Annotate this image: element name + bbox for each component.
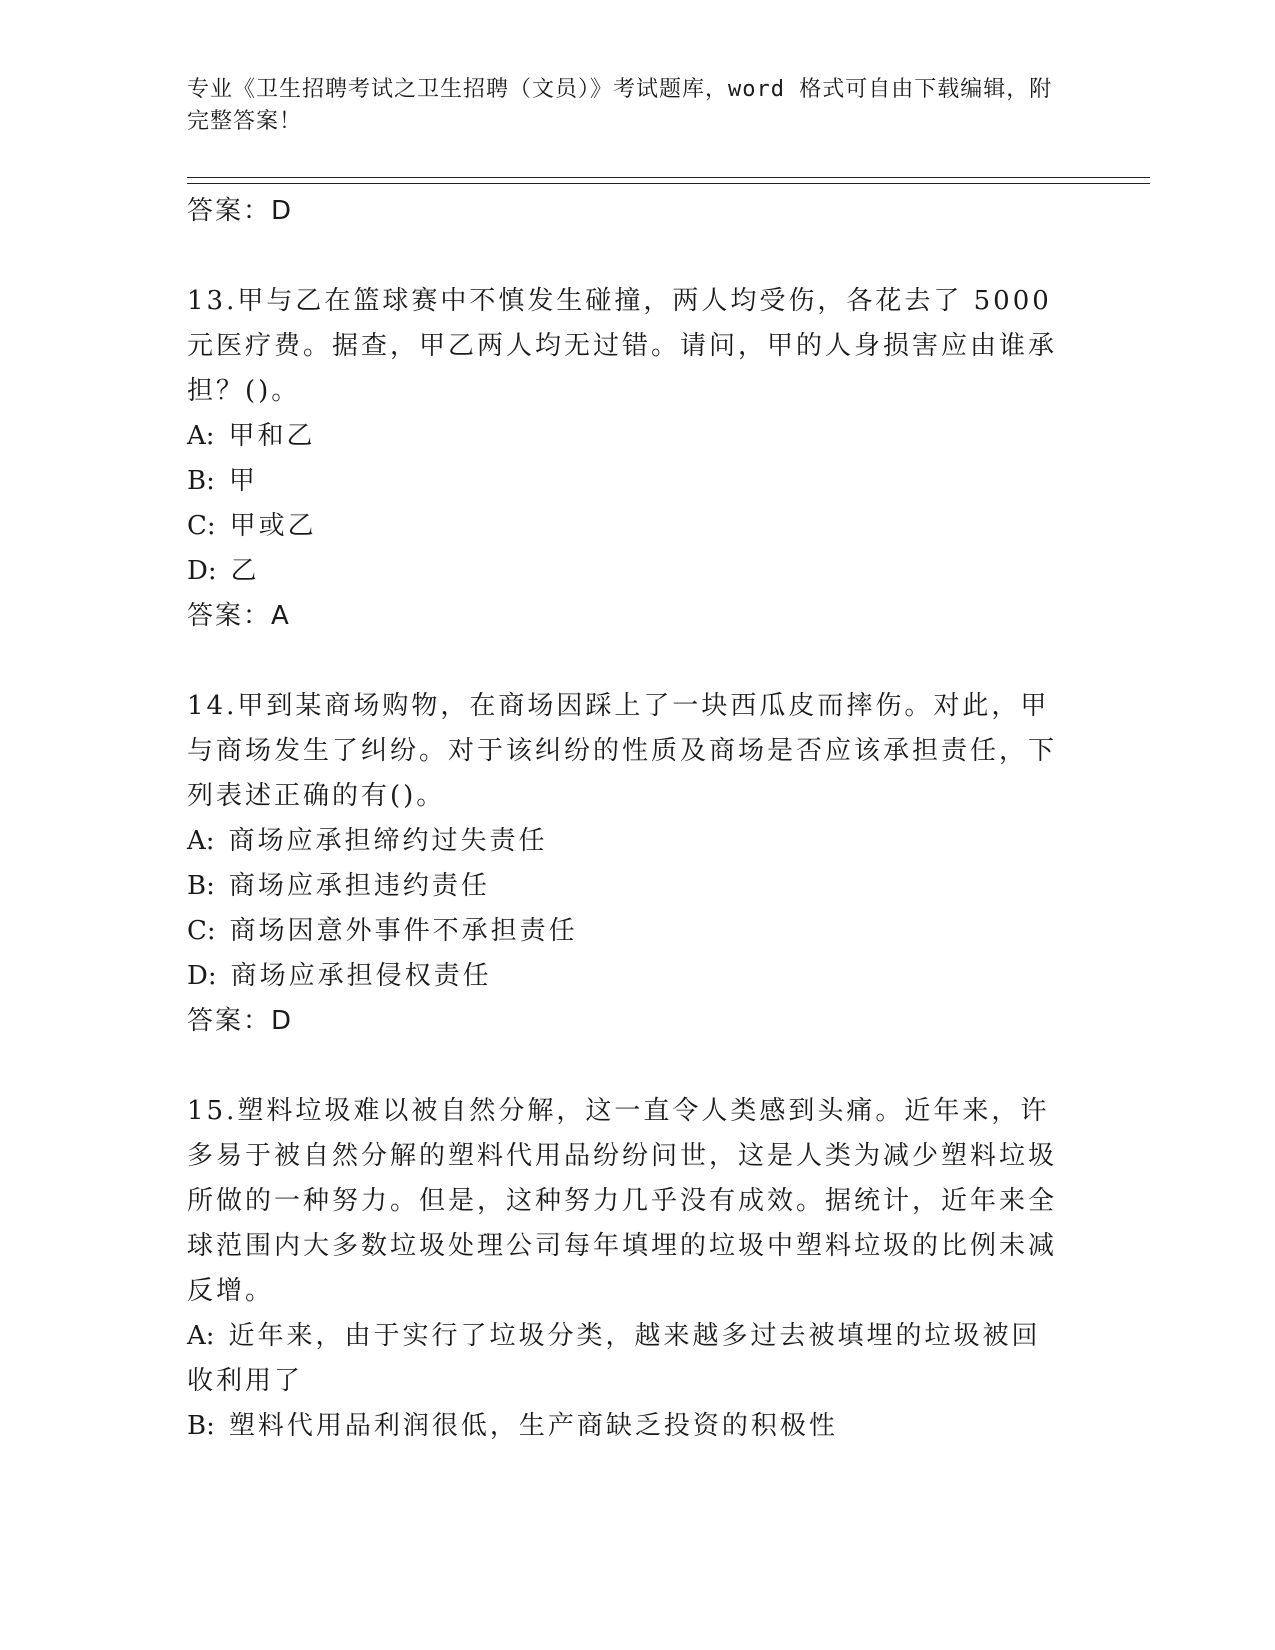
option-key: B: xyxy=(187,1411,215,1441)
option-text: 商场应承担违约责任 xyxy=(228,871,490,901)
header-rule-top xyxy=(187,177,1150,178)
option-text: 甲或乙 xyxy=(229,511,317,541)
option-key: C: xyxy=(187,511,216,541)
header-rule-bottom xyxy=(187,183,1150,184)
question-list xyxy=(187,189,1087,1449)
option-key: A: xyxy=(187,826,215,856)
option-text: 商场因意外事件不承担责任 xyxy=(229,916,578,946)
answer-line: 答案：D xyxy=(187,1006,294,1036)
option-key: D: xyxy=(187,556,217,586)
option-key: D: xyxy=(187,961,217,991)
question-stem: 14.甲到某商场购物，在商场因踩上了一块西瓜皮而摔伤。对此，甲与商场发生了纠纷。对于该纠纷的性质及商场是否应该承担责任，下列表述正确的有()。 xyxy=(187,691,1058,811)
option-key: A: xyxy=(187,1321,215,1351)
option-text: 塑料代用品利润很低，生产商缺乏投资的积极性 xyxy=(228,1411,838,1441)
answer-option xyxy=(187,1404,1067,1449)
option-key: B: xyxy=(187,466,215,496)
page-header: 专业《卫生招聘考试之卫生招聘（文员）》考试题库，word 格式可自由下载编辑，附完整答案！ xyxy=(187,77,1053,134)
answer-option xyxy=(187,819,1067,864)
answer-option xyxy=(187,1314,1067,1404)
option-key: B: xyxy=(187,871,215,901)
option-text: 甲 xyxy=(228,466,258,496)
answer-option xyxy=(187,459,1067,504)
answer-line: 答案：D xyxy=(187,196,294,226)
option-text: 商场应承担缔约过失责任 xyxy=(228,826,548,856)
option-key: C: xyxy=(187,916,216,946)
answer-option xyxy=(187,414,1067,459)
answer-option xyxy=(187,549,1067,594)
option-text: 近年来，由于实行了垃圾分类，越来越多过去被填埋的垃圾被回收利用了 xyxy=(187,1321,1041,1396)
answer-option xyxy=(187,909,1067,954)
answer-option xyxy=(187,864,1067,909)
option-text: 乙 xyxy=(230,556,260,586)
question-stem: 13.甲与乙在篮球赛中不慎发生碰撞，两人均受伤，各花去了 5000 元医疗费。据查，甲乙两人均无过错。请问，甲的人身损害应由谁承担？()。 xyxy=(187,286,1058,406)
option-text: 商场应承担侵权责任 xyxy=(230,961,492,991)
answer-option xyxy=(187,954,1067,999)
question-stem: 15.塑料垃圾难以被自然分解，这一直令人类感到头痛。近年来，许多易于被自然分解的塑料代用品纷纷问世，这是人类为减少塑料垃圾所做的一种努力。但是，这种努力几乎没有成效。据统计，近年来全球范围内大多数垃圾处理公司每年填埋的垃圾中塑料垃圾的比例未减反增。 xyxy=(187,1096,1058,1306)
answer-line: 答案：A xyxy=(187,601,291,631)
option-text: 甲和乙 xyxy=(228,421,316,451)
option-key: A: xyxy=(187,421,215,451)
answer-option xyxy=(187,504,1067,549)
